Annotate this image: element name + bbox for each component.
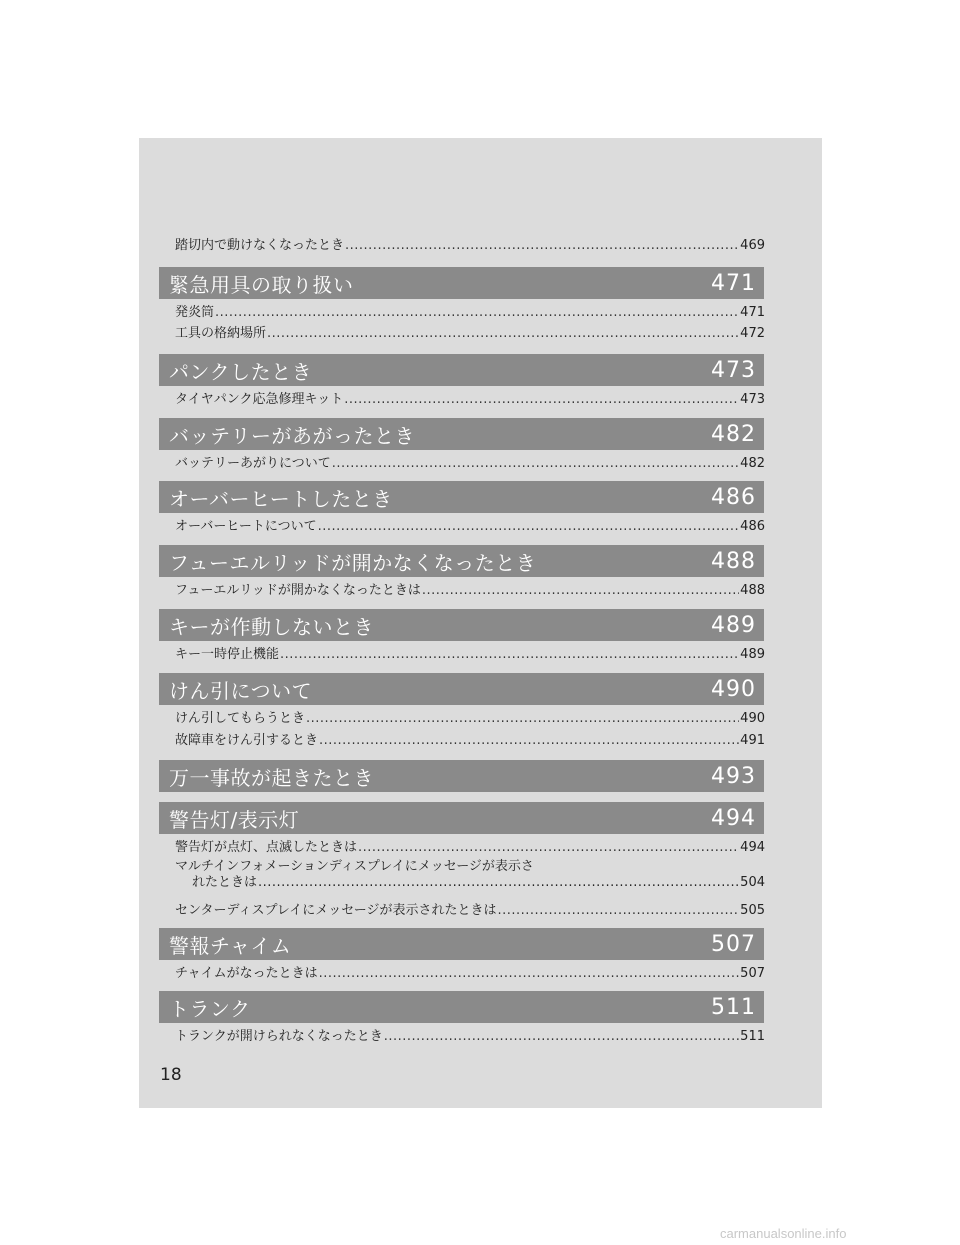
toc-entry[interactable]: センターディスプレイにメッセージが表示されたときは ..... 505 (175, 903, 765, 919)
toc-section-header[interactable]: トランク 511 (159, 991, 764, 1023)
toc-entry[interactable]: 警告灯が点灯、点滅したときは ..... 494 (175, 840, 765, 856)
toc-entry[interactable]: けん引してもらうとき ..... 490 (175, 711, 765, 727)
page-number: 18 (160, 1065, 182, 1085)
toc-entry[interactable]: チャイムがなったときは ..... 507 (175, 966, 765, 982)
toc-entry-multiline[interactable]: マルチインフォメーションディスプレイにメッセージが表示さ れたときは ..... 504 (175, 859, 765, 891)
toc-section-header[interactable]: 警告灯/表示灯 494 (159, 802, 764, 834)
toc-entry[interactable]: タイヤパンク応急修理キット ..... 473 (175, 392, 765, 408)
site-watermark: carmanualsonline.info (720, 1226, 847, 1241)
toc-entry[interactable]: 故障車をけん引するとき ..... 491 (175, 733, 765, 749)
toc-entry[interactable]: フューエルリッドが開かなくなったときは ..... 488 (175, 583, 765, 599)
toc-entry[interactable]: 踏切内で動けなくなったとき ..... 469 (175, 238, 765, 254)
toc-section-header[interactable]: 警報チャイム 507 (159, 928, 764, 960)
toc-entry[interactable]: キー一時停止機能 ..... 489 (175, 647, 765, 663)
toc-section-header[interactable]: 万一事故が起きたとき 493 (159, 760, 764, 792)
toc-entry[interactable]: オーバーヒートについて ..... 486 (175, 519, 765, 535)
toc-entry[interactable]: トランクが開けられなくなったとき ..... 511 (175, 1029, 765, 1045)
toc-entry[interactable]: バッテリーあがりについて ..... 482 (175, 456, 765, 472)
toc-entry[interactable]: 工具の格納場所 ..... 472 (175, 326, 765, 342)
toc-entry[interactable]: 発炎筒 ..... 471 (175, 305, 765, 321)
toc-section-header[interactable]: キーが作動しないとき 489 (159, 609, 764, 641)
toc-section-header[interactable]: バッテリーがあがったとき 482 (159, 418, 764, 450)
toc-section-header[interactable]: オーバーヒートしたとき 486 (159, 481, 764, 513)
toc-section-header[interactable]: パンクしたとき 473 (159, 354, 764, 386)
toc-section-header[interactable]: フューエルリッドが開かなくなったとき 488 (159, 545, 764, 577)
toc-section-header[interactable]: けん引について 490 (159, 673, 764, 705)
toc-section-header[interactable]: 緊急用具の取り扱い 471 (159, 267, 764, 299)
